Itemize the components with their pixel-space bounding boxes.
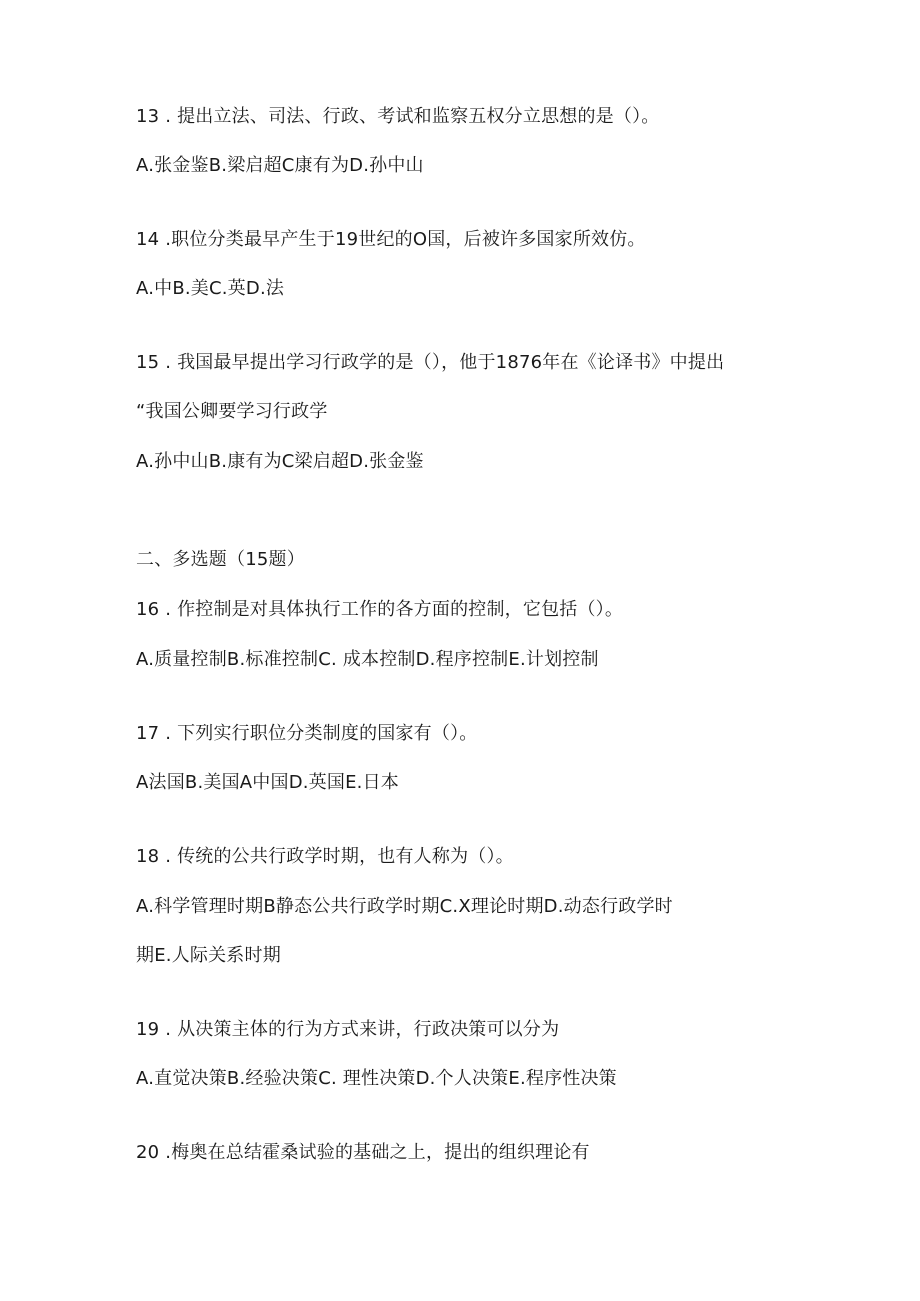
question-16-options: A.质量控制B.标准控制C. 成本控制D.程序控制E.计划控制 — [136, 649, 599, 670]
question-18-options: A.科学管理时期B静态公共行政学时期C.X理论时期D.动态行政学时 — [136, 896, 673, 917]
question-15: 15 . 我国最早提出学习行政学的是（），他于1876年在《论译书》中提出 — [136, 352, 725, 373]
question-13: 13 . 提出立法、司法、行政、考试和监察五权分立思想的是（）。 — [136, 106, 660, 127]
question-17-options: A法国B.美国A中国D.英国E.日本 — [136, 772, 399, 793]
question-17: 17 . 下列实行职位分类制度的国家有（）。 — [136, 723, 478, 744]
question-14: 14 .职位分类最早产生于19世纪的O国，后被许多国家所效仿。 — [136, 229, 646, 250]
question-20: 20 .梅奥在总结霍桑试验的基础之上，提出的组织理论有 — [136, 1142, 590, 1163]
question-19-options: A.直觉决策B.经验决策C. 理性决策D.个人决策E.程序性决策 — [136, 1068, 617, 1089]
question-18-options-continuation: 期E.人际关系时期 — [136, 945, 281, 966]
question-13-options: A.张金鉴B.梁启超C康有为D.孙中山 — [136, 155, 424, 176]
question-16: 16 . 作控制是对具体执行工作的各方面的控制，它包括（）。 — [136, 599, 624, 620]
question-19: 19 . 从决策主体的行为方式来讲，行政决策可以分为 — [136, 1019, 560, 1040]
question-18: 18 . 传统的公共行政学时期，也有人称为（）。 — [136, 846, 514, 867]
section-heading-multiple-choice: 二、多选题（15题） — [136, 549, 305, 570]
question-15-continuation: “我国公卿要学习行政学 — [136, 401, 328, 422]
question-15-options: A.孙中山B.康有为C梁启超D.张金鉴 — [136, 451, 424, 472]
question-14-options: A.中B.美C.英D.法 — [136, 278, 285, 299]
